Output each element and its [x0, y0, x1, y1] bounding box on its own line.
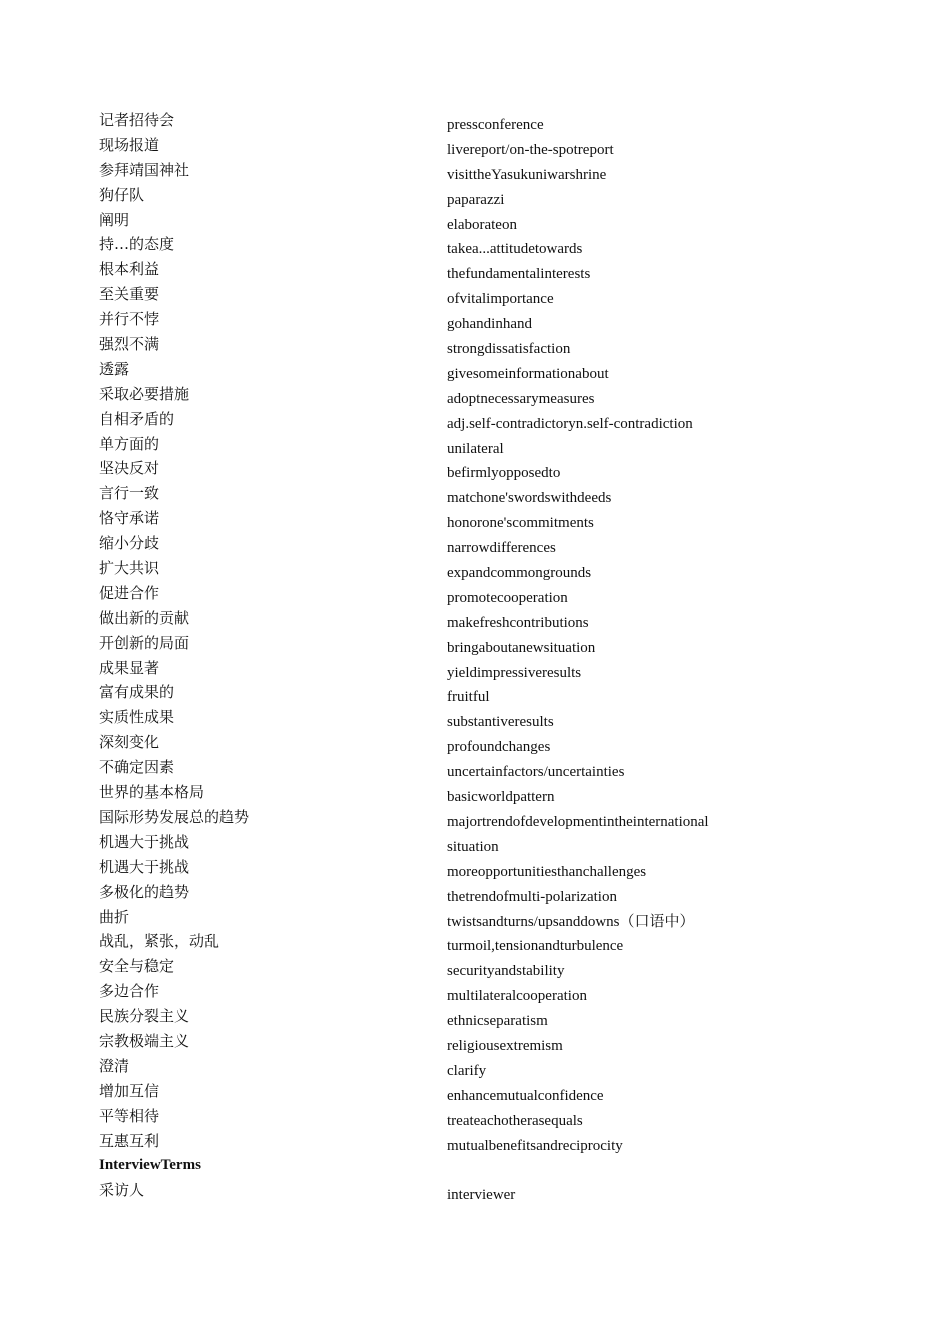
english-term: fruitful: [447, 689, 490, 706]
term-row: [99, 334, 799, 359]
term-row: [99, 1180, 799, 1205]
chinese-term: 战乱，紧张，动乱: [99, 932, 220, 951]
glossary-table: [99, 110, 799, 1155]
chinese-term: 现场报道: [99, 135, 160, 154]
chinese-term: 透露: [99, 359, 130, 378]
english-term: enhancemutualconfidence: [447, 1087, 604, 1104]
term-row: [99, 956, 799, 981]
term-row: [99, 882, 799, 907]
chinese-term: 强烈不满: [99, 335, 160, 354]
english-term: makefreshcontributions: [447, 614, 589, 631]
section-heading: InterviewTerms: [99, 1157, 201, 1173]
english-term: honorone'scommitments: [447, 515, 594, 532]
chinese-term: 深刻变化: [99, 733, 160, 752]
english-term: profoundchanges: [447, 739, 551, 756]
term-row: [99, 508, 799, 533]
english-term: moreopportunitiesthanchallenges: [447, 863, 647, 880]
english-term: bringaboutanewsituation: [447, 639, 596, 656]
chinese-term: 宗教极端主义: [99, 1031, 190, 1050]
chinese-term: 多边合作: [99, 982, 160, 1001]
chinese-term: 民族分裂主义: [99, 1007, 190, 1026]
english-term: yieldimpressiveresults: [447, 664, 582, 681]
chinese-term: 缩小分歧: [99, 534, 160, 553]
english-term: elaborateon: [447, 216, 517, 233]
chinese-term: 自相矛盾的: [99, 409, 175, 428]
term-row: [99, 832, 799, 857]
english-term: treateachotherasequals: [447, 1112, 583, 1129]
term-row: [99, 981, 799, 1006]
english-term: securityandstability: [447, 963, 565, 980]
term-row: [99, 359, 799, 384]
chinese-term: 不确定因素: [99, 758, 175, 777]
english-term: strongdissatisfaction: [447, 341, 571, 358]
chinese-term: 机遇大于挑战: [99, 832, 190, 851]
term-row: [99, 608, 799, 633]
english-term: thefundamentalinterests: [447, 266, 591, 283]
term-row: [99, 757, 799, 782]
chinese-term: 记者招待会: [99, 111, 175, 129]
chinese-term: 根本利益: [99, 260, 160, 279]
term-row: [99, 658, 799, 683]
chinese-term: 平等相待: [99, 1106, 160, 1125]
term-row: [99, 259, 799, 284]
term-row: [99, 907, 799, 932]
english-term: livereport/on-the-spotreport: [447, 141, 614, 158]
english-term: situation: [447, 838, 499, 855]
chinese-term: 富有成果的: [99, 683, 175, 702]
english-term: befirmlyopposedto: [447, 465, 561, 482]
chinese-term: 开创新的局面: [99, 633, 190, 652]
chinese-term: 安全与稳定: [99, 957, 175, 976]
chinese-term: 曲折: [99, 907, 130, 926]
english-term: majortrendofdevelopmentintheinternational: [447, 813, 709, 830]
chinese-term: 多极化的趋势: [99, 882, 190, 901]
term-row: [99, 483, 799, 508]
term-row: [99, 160, 799, 185]
english-term: gohandinhand: [447, 316, 532, 333]
term-row: [99, 1056, 799, 1081]
term-row: [99, 782, 799, 807]
english-term: basicworldpattern: [447, 789, 555, 806]
term-row: [99, 210, 799, 235]
term-row: [99, 384, 799, 409]
term-row: [99, 931, 799, 956]
chinese-term: 至关重要: [99, 285, 160, 304]
chinese-term: 坚决反对: [99, 459, 160, 478]
english-term: twistsandturns/upsanddowns（口语中）: [447, 913, 695, 930]
chinese-term: 促进合作: [99, 583, 160, 602]
english-term: matchone'swordswithdeeds: [447, 490, 612, 507]
chinese-term: 持…的态度: [99, 235, 175, 254]
english-term: adj.self-contradictoryn.self-contradiction: [447, 415, 693, 432]
english-term: promotecooperation: [447, 589, 568, 606]
chinese-term: 阐明: [99, 210, 130, 229]
chinese-term: 参拜靖国神社: [99, 160, 190, 179]
term-row: [99, 1006, 799, 1031]
chinese-term: 成果显著: [99, 658, 160, 677]
chinese-term: 机遇大于挑战: [99, 857, 190, 876]
english-term: visittheYasukuniwarshrine: [447, 166, 607, 183]
chinese-term: 言行一致: [99, 484, 160, 503]
chinese-term: 采取必要措施: [99, 384, 190, 403]
chinese-term: 实质性成果: [99, 708, 175, 727]
english-term: pressconference: [447, 117, 544, 133]
term-row: [99, 185, 799, 210]
interview-terms-table: [99, 1180, 799, 1205]
english-term: uncertainfactors/uncertainties: [447, 764, 625, 781]
chinese-term: 国际形势发展总的趋势: [99, 807, 250, 826]
english-term: thetrendofmulti-polarization: [447, 888, 617, 905]
term-row: [99, 135, 799, 160]
english-term: paparazzi: [447, 191, 505, 208]
english-term: narrowdifferences: [447, 540, 556, 557]
english-term: ethnicseparatism: [447, 1013, 548, 1030]
chinese-term: 并行不悖: [99, 310, 160, 329]
term-row: [99, 284, 799, 309]
english-term: interviewer: [447, 1187, 516, 1203]
english-term: religiousextremism: [447, 1037, 563, 1054]
term-row: [99, 682, 799, 707]
term-row: [99, 1031, 799, 1056]
term-row: [99, 409, 799, 434]
english-term: multilateralcooperation: [447, 988, 587, 1005]
chinese-term: 增加互信: [99, 1081, 160, 1100]
english-term: expandcommongrounds: [447, 565, 592, 582]
chinese-term: 狗仔队: [99, 185, 145, 204]
chinese-term: 做出新的贡献: [99, 608, 190, 627]
english-term: takea...attitudetowards: [447, 241, 583, 258]
chinese-term: 互惠互利: [99, 1131, 160, 1150]
term-row: [99, 807, 799, 832]
term-row: [99, 434, 799, 459]
term-row: [99, 707, 799, 732]
term-row: [99, 1081, 799, 1106]
english-term: clarify: [447, 1062, 487, 1079]
term-row: [99, 857, 799, 882]
english-term: turmoil,tensionandturbulence: [447, 938, 624, 955]
english-term: mutualbenefitsandreciprocity: [447, 1137, 623, 1154]
english-term: unilateral: [447, 440, 504, 457]
term-row: [99, 583, 799, 608]
english-term: givesomeinformationabout: [447, 365, 609, 382]
term-row: [99, 533, 799, 558]
term-row: [99, 1131, 799, 1156]
chinese-term: 澄清: [99, 1056, 130, 1075]
term-row: [99, 458, 799, 483]
term-row: [99, 309, 799, 334]
chinese-term: 扩大共识: [99, 559, 160, 578]
term-row: [99, 110, 799, 135]
english-term: ofvitalimportance: [447, 291, 554, 308]
term-row: [99, 558, 799, 583]
chinese-term: 采访人: [99, 1181, 145, 1199]
term-row: [99, 1106, 799, 1131]
term-row: [99, 732, 799, 757]
english-term: adoptnecessarymeasures: [447, 390, 595, 407]
english-term: substantiveresults: [447, 714, 554, 731]
chinese-term: 世界的基本格局: [99, 783, 205, 802]
term-row: [99, 234, 799, 259]
chinese-term: 单方面的: [99, 434, 160, 453]
term-row: [99, 633, 799, 658]
chinese-term: 恪守承诺: [99, 509, 160, 528]
